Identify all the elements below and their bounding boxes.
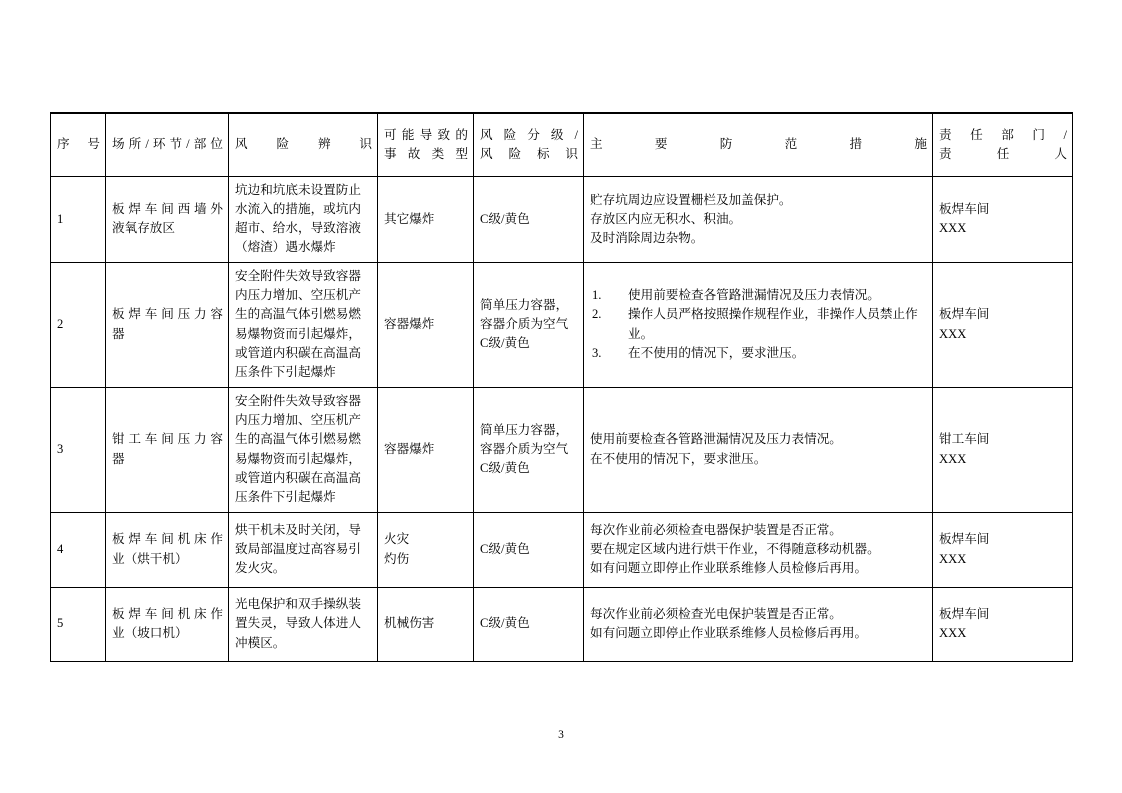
location-line-1: 钳工车间压力容 [112,432,223,447]
cell-responsible-department [933,587,1073,661]
accident-type-line: 容器爆炸 [384,316,435,331]
header-label-measures: 主要防范措施 [590,137,927,152]
department-line: XXX [939,451,967,466]
measure-item-text: 在不使用的情况下，要求泄压。 [628,345,805,360]
accident-type-line: 火灾 [384,532,410,547]
cell-risk-grade [474,387,584,512]
cell-risk-identification: 烘干机未及时关闭，导致局部温度过高容易引发火灾。 [229,512,378,587]
cell-prevention-measures [584,587,933,661]
cell-accident-type [378,387,474,512]
measure-item: 每次作业前必须检查光电保护装置是否正常。 [590,606,842,621]
header-label-place: 场所/环节/部位 [112,137,223,152]
measures-list [590,430,927,468]
cell-responsible-department [933,262,1073,387]
location-line-2: 液氧存放区 [112,221,175,236]
measure-item-number: 2. [592,307,602,322]
header-cell-measures [584,113,933,177]
cell-risk-identification: 安全附件失效导致容器内压力增加、空压机产生的高温气体引燃易燃易爆物资而引起爆炸，或管道内积碳在高温高压条件下引起爆炸 [229,387,378,512]
header-label-no: 序号 [57,137,100,152]
cell-responsible-department [933,387,1073,512]
cell-risk-grade [474,262,584,387]
department-line: XXX [939,626,967,641]
risk-grade-line: 简单压力容器， [480,422,569,437]
header-label-risk: 风险辨识 [235,137,372,152]
header-label-department-line2: 责任人 [939,147,1067,161]
cell-serial-number: 4 [51,512,106,587]
table-row [51,177,1073,263]
header-cell-place [106,113,229,177]
cell-location [106,587,229,661]
header-cell-accident-type [378,113,474,177]
department-line: 板焊车间 [939,307,990,322]
measures-list [590,521,927,578]
risk-grade-line: 简单压力容器， [480,297,569,312]
department-line: 板焊车间 [939,606,990,621]
department-line: XXX [939,221,967,236]
header-label-grade-line1: 风险分级/ [480,127,578,142]
cell-risk-identification: 光电保护和双手操纵装置失灵，导致人体进人冲模区。 [229,587,378,661]
accident-type-line: 机械伤害 [384,616,435,631]
measure-item: 如有问题立即停止作业联系维修人员检修后再用。 [590,626,868,641]
measure-item: 贮存坑周边应设置栅栏及加盖保护。 [590,192,792,207]
measure-item: 如有问题立即停止作业联系维修人员检修后再用。 [590,561,868,576]
cell-serial-number: 1 [51,177,106,263]
cell-serial-number: 3 [51,387,106,512]
risk-grade-line: C级/黄色 [480,616,530,631]
cell-risk-grade [474,512,584,587]
table-row [51,387,1073,512]
cell-responsible-department [933,177,1073,263]
measure-item: 使用前要检查各管路泄漏情况及压力表情况。 [590,432,842,447]
measure-item [590,286,927,305]
cell-accident-type [378,512,474,587]
cell-risk-grade [474,587,584,661]
measure-item [590,344,927,363]
measure-item: 存放区内应无积水、积油。 [590,211,742,226]
risk-assessment-table [50,112,1073,662]
measure-item: 在不使用的情况下，要求泄压。 [590,451,767,466]
measure-item-number: 1. [592,288,602,303]
cell-location [106,512,229,587]
table-row [51,262,1073,387]
header-label-accident-line1: 可能导致的 [384,127,468,142]
location-line-1: 板焊车间压力容 [112,307,223,322]
location-line-1: 板焊车间机床作 [112,532,223,547]
cell-prevention-measures [584,512,933,587]
cell-responsible-department [933,512,1073,587]
cell-accident-type [378,587,474,661]
header-cell-risk-grade [474,113,584,177]
measure-item: 要在规定区域内进行烘干作业，不得随意移动机器。 [590,541,880,556]
table-body [51,177,1073,662]
location-line-2: 业（坡口机） [112,626,188,641]
department-line: XXX [939,551,967,566]
location-line-1: 板焊车间西墙外 [112,202,223,217]
location-line-2: 业（烘干机） [112,551,188,566]
measure-item [590,305,927,343]
measure-item-number: 3. [592,345,602,360]
measures-list [590,605,927,643]
measures-numbered-list [590,286,927,363]
cell-risk-identification: 安全附件失效导致容器内压力增加、空压机产生的高温气体引燃易燃易爆物资而引起爆炸，或管道内积碳在高温高压条件下引起爆炸 [229,262,378,387]
cell-serial-number: 2 [51,262,106,387]
location-line-2: 器 [112,326,125,341]
risk-grade-line: 容器介质为空气 [480,441,569,456]
accident-type-line: 灼伤 [384,551,410,566]
cell-location [106,177,229,263]
table-row [51,587,1073,661]
cell-prevention-measures [584,262,933,387]
measure-item-text: 操作人员严格按照操作规程作业，非操作人员禁止作业。 [628,307,918,341]
cell-serial-number: 5 [51,587,106,661]
cell-prevention-measures [584,387,933,512]
risk-grade-line: C级/黄色 [480,461,530,476]
cell-accident-type [378,177,474,263]
measure-item-text: 使用前要检查各管路泄漏情况及压力表情况。 [628,288,880,303]
department-line: XXX [939,326,967,341]
department-line: 板焊车间 [939,532,990,547]
department-line: 板焊车间 [939,202,990,217]
header-label-accident-line2: 事故类型 [384,147,468,161]
cell-location [106,387,229,512]
measure-item: 每次作业前必须检查电器保护装置是否正常。 [590,522,842,537]
header-label-department-line1: 责任部门/ [939,127,1067,142]
cell-risk-identification: 坑边和坑底未设置防止水流入的措施，或坑内超市、给水，导致溶液（熔渣）遇水爆炸 [229,177,378,263]
page-number: 3 [558,729,564,741]
cell-risk-grade [474,177,584,263]
location-line-2: 器 [112,451,125,466]
cell-accident-type [378,262,474,387]
risk-grade-line: C级/黄色 [480,336,530,351]
header-cell-department [933,113,1073,177]
risk-grade-line: C级/黄色 [480,541,530,556]
cell-prevention-measures [584,177,933,263]
header-cell-no [51,113,106,177]
measures-list [590,191,927,248]
header-cell-risk [229,113,378,177]
measure-item: 及时消除周边杂物。 [590,230,704,245]
cell-location [106,262,229,387]
location-line-1: 板焊车间机床作 [112,606,223,621]
accident-type-line: 容器爆炸 [384,441,435,456]
risk-grade-line: 容器介质为空气 [480,316,569,331]
table-row [51,512,1073,587]
table-header [51,113,1073,177]
department-line: 钳工车间 [939,432,990,447]
risk-grade-line: C级/黄色 [480,211,530,226]
accident-type-line: 其它爆炸 [384,211,435,226]
header-row [51,113,1073,177]
header-label-grade-line2: 风险标识 [480,147,578,161]
